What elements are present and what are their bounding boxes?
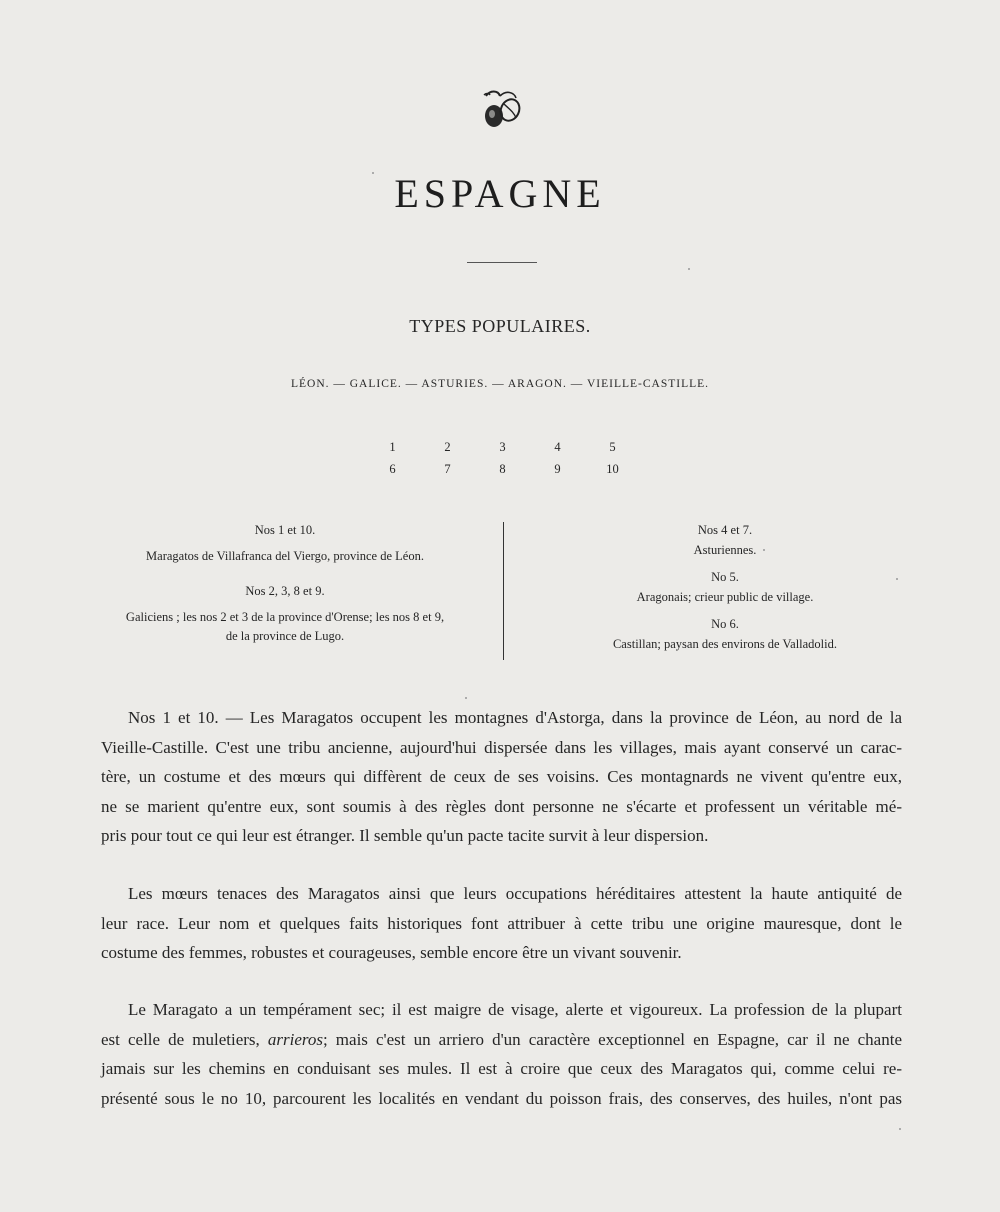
paper-speck (899, 1128, 901, 1130)
paragraph-line: présenté sous le no 10, parcourent les localités en vendant du poisson frais, des conserves, des huiles, n'ont pas (101, 1088, 902, 1108)
plate-number: 8 (499, 462, 506, 476)
legend-right (525, 519, 925, 654)
body-paragraph (101, 879, 902, 968)
paper-speck (465, 697, 467, 699)
castanets-ornament-icon (480, 86, 524, 132)
legend-heading: No 6. (711, 617, 739, 631)
paper-speck (763, 549, 765, 551)
paragraph-line: Le Maragato a un tempérament sec; il est maigre de visage, alerte et vigoureux. La profession de la plupart (128, 1000, 902, 1019)
plate-number: 10 (606, 462, 619, 476)
body-paragraph (101, 703, 902, 851)
paragraph-line: Les mœurs tenaces des Maragatos ainsi que leurs occupations héréditaires attestent la haute antiquité de (128, 884, 902, 903)
legend-description: Maragatos de Villafranca del Viergo, province de Léon. (146, 549, 424, 563)
plate-number: 2 (444, 440, 451, 454)
paragraph-line: leur race. Leur nom et quelques faits historiques font attribuer à cette tribu une origine mauresque, dont le (101, 913, 902, 933)
paper-speck (688, 268, 690, 270)
legend-heading: Nos 2, 3, 8 et 9. (245, 584, 325, 598)
legend-divider (503, 522, 504, 660)
body-paragraph (101, 995, 903, 1113)
legend-description: de la province de Lugo. (225, 629, 345, 643)
paragraph-line: tère, un costume et des mœurs qui diffèrent de ceux de ses voisins. Ces montagnards ne vivent qu'entre eux, (101, 767, 902, 786)
plate-number-grid (365, 440, 645, 484)
legend-description: Galiciens ; les nos 2 et 3 de la province d'Orense; les nos 8 et 9, (125, 610, 445, 624)
paper-speck (372, 172, 374, 174)
paragraph-line: costume des femmes, robustes et courageuses, semble encore être un vivant souvenir. (101, 943, 682, 962)
plate-number: 1 (389, 440, 396, 454)
paragraph-line: est celle de muletiers, arrieros; mais c'est un arriero d'un caractère exceptionnel en Espagne, car il ne chante (101, 1029, 903, 1049)
plate-number-row (365, 462, 645, 484)
paragraph-line: ne se marient qu'entre eux, sont soumis à des règles dont personne ne s'écarte et professent un véritable mé- (101, 796, 902, 816)
paragraph-line: jamais sur les chemins en conduisant ses mules. Il est à croire que ceux des Maragatos qui, comme celui re- (101, 1059, 902, 1078)
paper-speck (896, 578, 898, 580)
plate-number: 3 (499, 440, 506, 454)
paragraph-line: Vieille-Castille. C'est une tribu ancienne, aujourd'hui dispersée dans les villages, mais ayant conservé un carac- (101, 737, 902, 757)
legend-description: Asturiennes. (693, 543, 757, 557)
title-rule (467, 262, 537, 263)
subtitle: TYPES POPULAIRES. (409, 316, 591, 336)
plate-number: 9 (554, 462, 561, 476)
page-title: ESPAGNE (394, 171, 606, 216)
plate-number: 4 (554, 440, 561, 454)
plate-number: 7 (444, 462, 451, 476)
paragraph-line: Nos 1 et 10. — Les Maragatos occupent les montagnes d'Astorga, dans la province de Léon, au nord de la (128, 708, 902, 727)
legend-description: Aragonais; crieur public de village. (636, 590, 814, 604)
plate-number: 5 (609, 440, 616, 454)
legend-left (85, 519, 485, 646)
legend-heading: Nos 1 et 10. (254, 523, 316, 537)
legend-heading: Nos 4 et 7. (697, 523, 753, 537)
legend-heading: No 5. (711, 570, 739, 584)
paragraph-line: pris pour tout ce qui leur est étranger. Il semble qu'un pacte tacite survit à leur dispersion. (101, 826, 709, 845)
plate-number-row (365, 440, 645, 462)
legend-description: Castillan; paysan des environs de Valladolid. (612, 637, 838, 651)
regions-line: LÉON. — GALICE. — ASTURIES. — ARAGON. — VIEILLE-CASTILLE. (290, 378, 710, 390)
plate-number: 6 (389, 462, 396, 476)
